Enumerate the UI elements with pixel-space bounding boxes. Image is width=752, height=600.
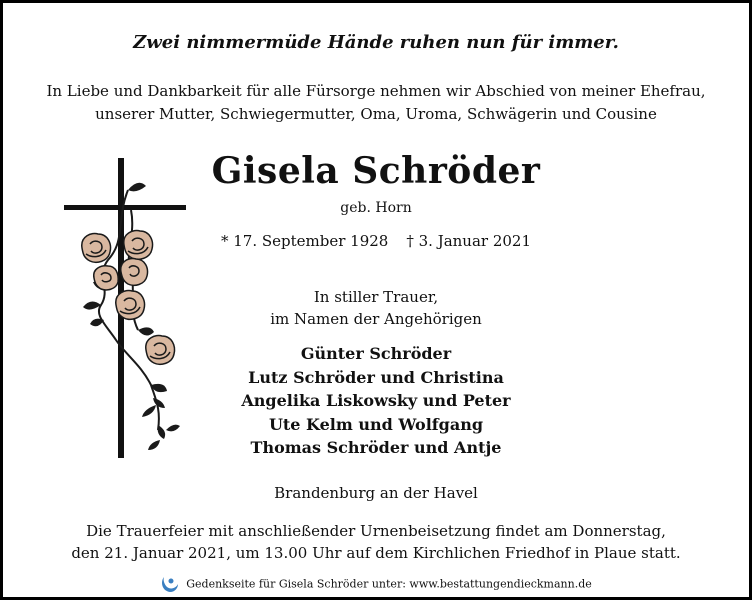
mourning-line-2: im Namen der Angehörigen (270, 310, 482, 328)
mourning-line-1: In stiller Trauer, (313, 288, 439, 306)
ceremony-line-2: den 21. Januar 2021, um 13.00 Uhr auf dem Kirchlichen Friedhof in Plaue statt. (71, 544, 681, 562)
crescent-logo-icon (160, 574, 180, 594)
death-date: † 3. Januar 2021 (406, 232, 532, 250)
life-dates (0, 232, 752, 250)
intro-text (0, 80, 752, 126)
intro-line-2: unserer Mutter, Schwiegermutter, Oma, Uroma, Schwägerin und Cousine (95, 105, 657, 123)
deceased-name: Gisela Schröder (211, 150, 541, 192)
mourner: Ute Kelm und Wolfgang (268, 414, 484, 434)
mourners-list (0, 342, 752, 460)
intro-line-1: In Liebe und Dankbarkeit für alle Fürsorge nehmen wir Abschied von meiner Ehefrau, (46, 82, 706, 100)
motto: Zwei nimmermüde Hände ruhen nun für immer. (133, 32, 619, 53)
footer (0, 574, 752, 594)
mourner: Thomas Schröder und Antje (250, 438, 502, 457)
mourner: Lutz Schröder und Christina (248, 367, 504, 387)
footer-text[interactable]: Gedenkseite für Gisela Schröder unter: www.bestattungendieckmann.de (186, 577, 592, 591)
birth-name: geb. Horn (340, 200, 412, 216)
ceremony-line-1: Die Trauerfeier mit anschließender Urnenbeisetzung findet am Donnerstag, (86, 522, 666, 540)
place: Brandenburg an der Havel (274, 484, 478, 502)
birth-date: * 17. September 1928 (220, 232, 389, 250)
mourner: Angelika Liskowsky und Peter (241, 391, 511, 410)
mourner: Günter Schröder (300, 344, 452, 363)
mourning-text (0, 286, 752, 330)
ceremony-text (0, 520, 752, 564)
